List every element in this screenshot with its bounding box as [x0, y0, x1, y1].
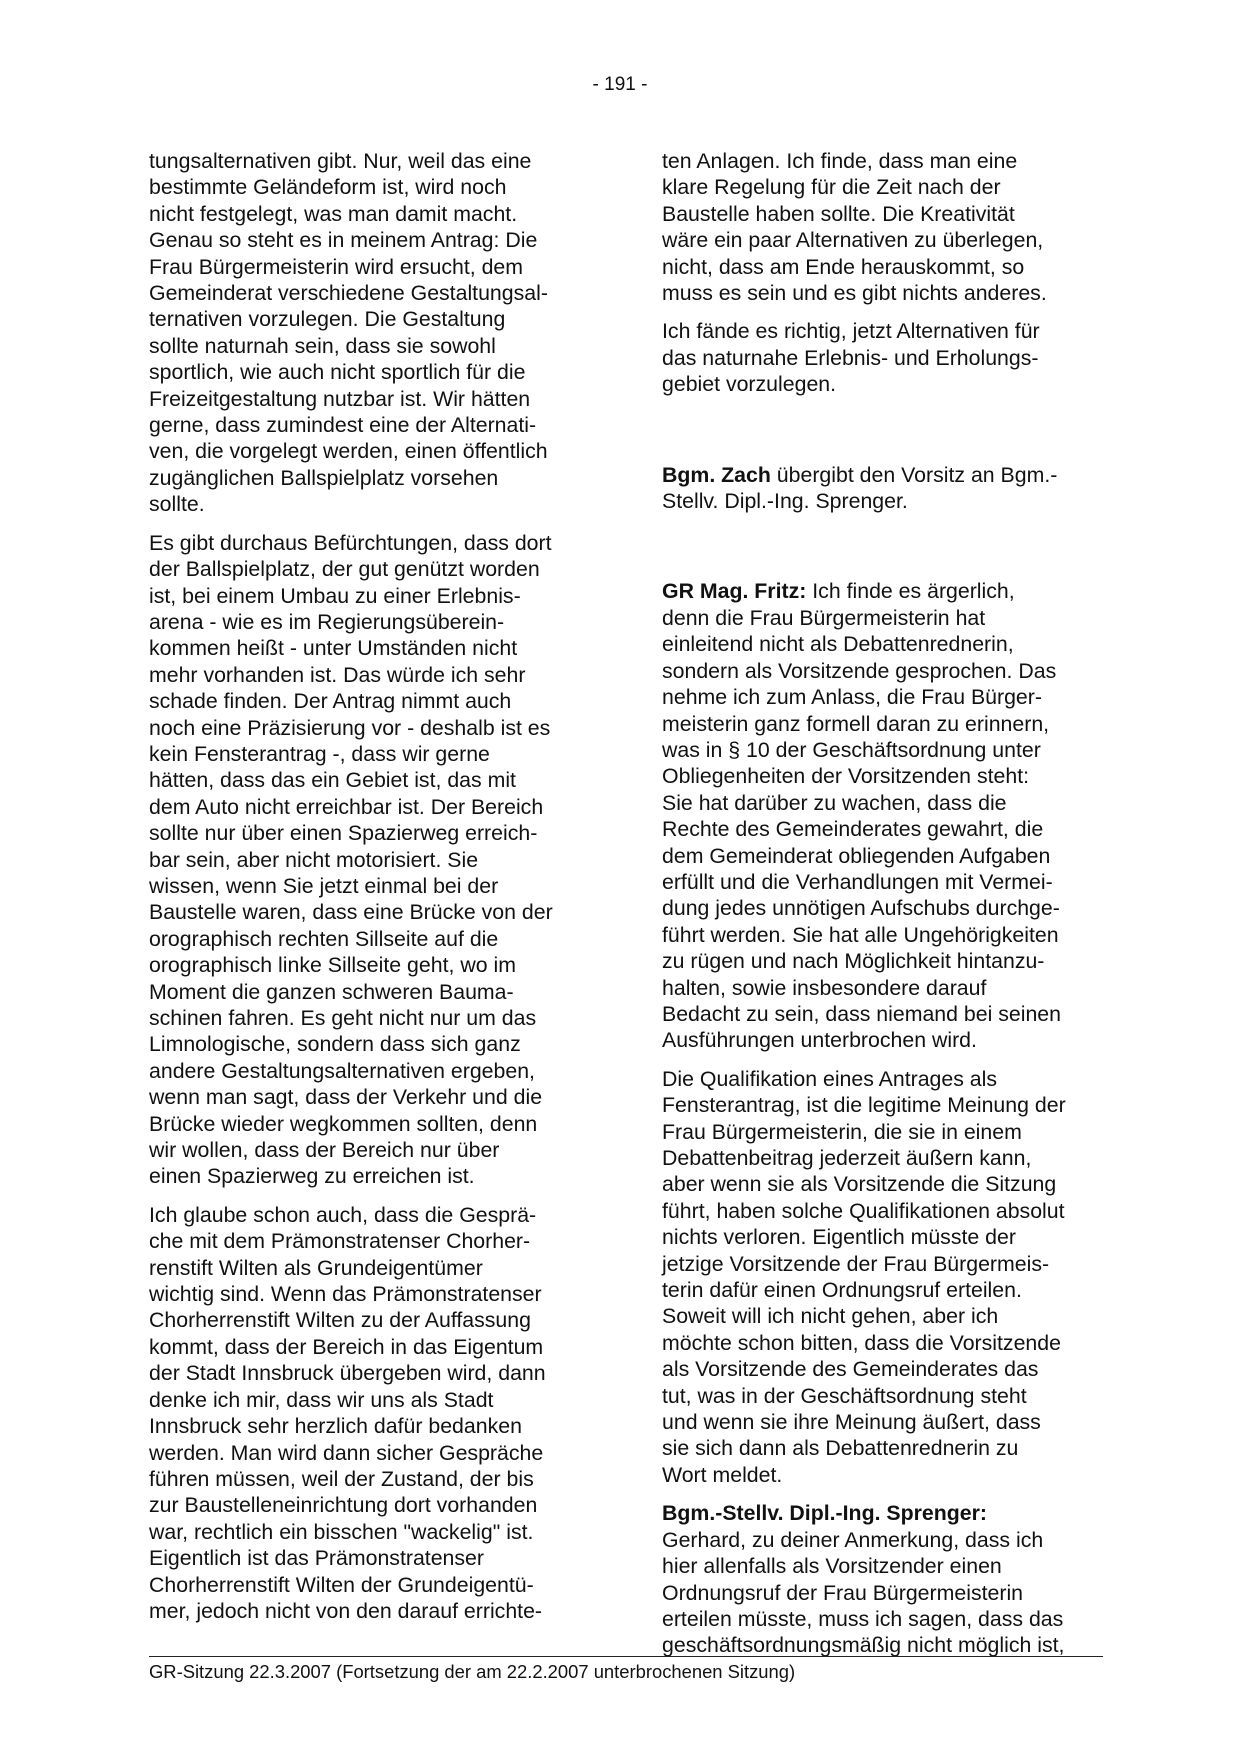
text-line: hier allenfalls als Vorsitzender einen: [662, 1554, 1002, 1579]
text-line: der Stadt Innsbruck übergeben wird, dann: [149, 1361, 546, 1386]
text-line: jetzige Vorsitzende der Frau Bürgermeis-: [662, 1251, 1050, 1276]
text-line: gerne, dass zumindest eine der Alternati-: [149, 413, 537, 438]
text-line: zu rügen und nach Möglichkeit hintanzu-: [662, 949, 1045, 974]
text-line: nichts verloren. Eigentlich müsste der: [662, 1225, 1016, 1250]
text-line: kommt, dass der Bereich in das Eigentum: [149, 1334, 544, 1359]
text-line: sportlich, wie auch nicht sportlich für die: [149, 360, 526, 385]
paragraph-left-3: [149, 1202, 597, 1625]
text-line: wir wollen, dass der Bereich nur über: [149, 1138, 500, 1163]
text-line: Wort meldet.: [662, 1462, 783, 1487]
text-line: halten, sowie insbesondere darauf: [662, 975, 987, 1000]
text-line: Es gibt durchaus Befürchtungen, dass dort: [149, 530, 552, 555]
text-line: dem Gemeinderat obliegenden Aufgaben: [662, 843, 1051, 868]
text-line: klare Regelung für die Zeit nach der: [662, 175, 1001, 200]
text-line: meisterin ganz formell daran zu erinnern,: [662, 711, 1050, 736]
text-line: wenn man sagt, dass der Verkehr und die: [149, 1085, 543, 1110]
text-line: Soweit will ich nicht gehen, aber ich: [662, 1304, 999, 1329]
text-line: war, rechtlich ein bisschen "wackelig" ist.: [149, 1519, 534, 1544]
text-line: das naturnahe Erlebnis- und Erholungs-: [662, 345, 1039, 370]
text-line: tungsalternativen gibt. Nur, weil das eine: [149, 149, 532, 173]
text-line: zugänglichen Ballspielplatz vorsehen: [149, 465, 499, 490]
paragraph-fritz: GR Mag. Fritz: Ich finde es ärgerlich, denn die Frau Bürgermeisterin hat einleitend nicht als Debattenrednerin, sondern als Vorsitzende gesprochen. Das nehme ich zum Anlass, die Frau Bürger- meisterin ganz formell daran zu erinnern, was in § 10 der Geschäftsordnung unter Obliegenheiten der Vorsitzenden steht: Sie hat darüber zu wachen, dass die Rechte des Gemeinderates gewahrt, die dem Gemeinderat obliegenden Aufgaben erfüllt und die Verhandlungen mit Vermei- dung jedes unnötigen Aufschubs durchge- führt werden. Sie hat alle Ungehörigkeiten zu rügen und nach Möglichkeit hintanzu- halten, sowie insbesondere darauf Bedacht zu sein, dass niemand bei seinen Ausführungen unterbrochen wird.: [662, 578, 1112, 1053]
text-line: Limnologische, sondern dass sich ganz: [149, 1032, 521, 1057]
speaker-name: Bgm. Zach: [662, 462, 771, 487]
text-line: sie sich dann als Debattenrednerin zu: [662, 1436, 1019, 1461]
text-line: führen müssen, weil der Zustand, der bis: [149, 1466, 534, 1491]
text-line: führt, haben solche Qualifikationen absolut: [662, 1198, 1065, 1223]
text-line: und wenn sie ihre Meinung äußert, dass: [662, 1410, 1041, 1435]
text-line: Rechte des Gemeinderates gewahrt, die: [662, 817, 1044, 842]
text-line: dem Auto nicht erreichbar ist. Der Bereich: [149, 794, 544, 819]
text-line: Debattenbeitrag jederzeit äußern kann,: [662, 1146, 1032, 1170]
text-line: sondern als Vorsitzende gesprochen. Das: [662, 658, 1057, 683]
text-line: orographisch rechten Sillseite auf die: [149, 926, 499, 951]
text-line: orographisch linke Sillseite geht, wo im: [149, 953, 516, 978]
text-line: dung jedes unnötigen Aufschubs durchge-: [662, 896, 1060, 921]
text-line: erteilen müsste, muss ich sagen, dass das: [662, 1606, 1064, 1631]
text-line: Ich glaube schon auch, dass die Gesprä-: [149, 1202, 537, 1227]
text-line: Gemeinderat verschiedene Gestaltungsal-: [149, 281, 548, 306]
paragraph-right-1: [662, 148, 1112, 306]
text-line: Baustelle waren, dass eine Brücke von der: [149, 900, 553, 925]
text-line: Bedacht zu sein, dass niemand bei seinen: [662, 1001, 1061, 1026]
text-line: sollte nur über einen Spazierweg erreich-: [149, 821, 538, 846]
text-line: Frau Bürgermeisterin wird ersucht, dem: [149, 254, 524, 279]
text-line: terin dafür einen Ordnungsruf erteilen.: [662, 1278, 1022, 1303]
text-line: ten Anlagen. Ich finde, dass man eine: [662, 149, 1018, 173]
text-line: der Ballspielplatz, der gut genützt worden: [149, 557, 540, 582]
text-line: muss es sein und es gibt nichts anderes.: [662, 281, 1047, 306]
right-column: [662, 148, 1112, 1659]
text-line: renstift Wilten als Grundeigentümer: [149, 1255, 483, 1280]
text-line: hätten, dass das ein Gebiet ist, das mit: [149, 768, 516, 793]
text-line: wissen, wenn Sie jetzt einmal bei der: [149, 873, 499, 898]
speaker-name: Bgm.-Stellv. Dipl.-Ing. Sprenger:: [662, 1501, 987, 1526]
text-line: tut, was in der Geschäftsordnung steht: [662, 1383, 1027, 1408]
text-line: einen Spazierweg zu erreichen ist.: [149, 1164, 475, 1189]
text-line: geschäftsordnungsmäßig nicht möglich ist,: [662, 1633, 1065, 1658]
text-line: gebiet vorzulegen.: [662, 372, 837, 397]
footer: GR-Sitzung 22.3.2007 (Fortsetzung der am 22.2.2007 unterbrochenen Sitzung): [149, 1661, 796, 1682]
text-line: nehme ich zum Anlass, die Frau Bürger-: [662, 685, 1042, 710]
text-line: bestimmte Geländeform ist, wird noch: [149, 175, 507, 200]
text-line: Innsbruck sehr herzlich dafür bedanken: [149, 1414, 522, 1439]
text-line: führt werden. Sie hat alle Ungehörigkeiten: [662, 922, 1059, 947]
text-line: wichtig sind. Wenn das Prämonstratenser: [149, 1282, 542, 1307]
text-line: zur Baustelleneinrichtung dort vorhanden: [149, 1493, 538, 1518]
text-line: mer, jedoch nicht von den darauf errichte-: [149, 1598, 543, 1623]
text-line: erfüllt und die Verhandlungen mit Vermei-: [662, 869, 1053, 894]
text-line: Fensterantrag, ist die legitime Meinung der: [662, 1093, 1066, 1118]
page-number: - 191 -: [592, 74, 648, 95]
left-column: [149, 148, 597, 1624]
text-line: aber wenn sie als Vorsitzende die Sitzung: [662, 1172, 1057, 1197]
text-line: Sie hat darüber zu wachen, dass die: [662, 790, 1007, 815]
text-line: Freizeitgestaltung nutzbar ist. Wir hätten: [149, 386, 531, 411]
footer-divider: [149, 1656, 1103, 1657]
text-line: Eigentlich ist das Prämonstratenser: [149, 1546, 484, 1571]
text-line: ternativen vorzulegen. Die Gestaltung: [149, 307, 506, 332]
text-line: werden. Man wird dann sicher Gespräche: [149, 1440, 544, 1465]
text-line: denn die Frau Bürgermeisterin hat: [662, 605, 986, 630]
text-line: Moment die ganzen schweren Bauma-: [149, 979, 514, 1004]
text-line: noch eine Präzisierung vor - deshalb ist es: [149, 715, 551, 740]
text-line: Frau Bürgermeisterin, die sie in einem: [662, 1119, 1022, 1144]
speaker-name: GR Mag. Fritz:: [662, 579, 807, 604]
text-line: Genau so steht es in meinem Antrag: Die: [149, 228, 538, 253]
text-line: Brücke wieder wegkommen sollten, denn: [149, 1111, 538, 1136]
text-line: schinen fahren. Es geht nicht nur um das: [149, 1006, 537, 1030]
text-line: che mit dem Prämonstratenser Chorher-: [149, 1229, 531, 1254]
text-line: Ausführungen unterbrochen wird.: [662, 1028, 977, 1053]
paragraph-right-2: [662, 318, 1112, 397]
text-line: kein Fensterantrag -, dass wir gerne: [149, 741, 490, 766]
text-line: nicht, dass am Ende herauskommt, so: [662, 254, 1025, 279]
text-line: Ordnungsruf der Frau Bürgermeisterin: [662, 1580, 1024, 1605]
paragraph-left-2: [149, 530, 597, 1190]
text-line: wäre ein paar Alternativen zu überlegen,: [662, 228, 1044, 253]
text-line: denke ich mir, dass wir uns als Stadt: [149, 1387, 494, 1412]
text-line: kommen heißt - unter Umständen nicht: [149, 636, 518, 661]
text-line: Baustelle haben sollte. Die Kreativität: [662, 201, 1015, 226]
paragraph-right-5: [662, 1066, 1112, 1489]
text-line: andere Gestaltungsalternativen ergeben,: [149, 1058, 535, 1083]
text-line: Stellv. Dipl.-Ing. Sprenger.: [662, 489, 908, 514]
text-line: sollte.: [149, 492, 205, 517]
text-line: sollte naturnah sein, dass sie sowohl: [149, 333, 496, 358]
paragraph-left-1: [149, 148, 597, 518]
paragraph-sprenger: [662, 1500, 1112, 1658]
text-line: Ich fände es richtig, jetzt Alternativen für: [662, 319, 1040, 344]
text-line: einleitend nicht als Debattenrednerin,: [662, 632, 1014, 657]
text-line: ist, bei einem Umbau zu einer Erlebnis-: [149, 583, 521, 608]
paragraph-zach: Bgm. Zach übergibt den Vorsitz an Bgm.- Stellv. Dipl.-Ing. Sprenger.: [662, 462, 1112, 515]
text-line: arena - wie es im Regierungsüberein-: [149, 609, 505, 634]
text-line: ven, die vorgelegt werden, einen öffentlich: [149, 439, 548, 464]
text-line: schade finden. Der Antrag nimmt auch: [149, 689, 512, 714]
text-line: Die Qualifikation eines Antrages als: [662, 1066, 998, 1091]
text-line: nicht festgelegt, was man damit macht.: [149, 201, 518, 226]
text-line: als Vorsitzende des Gemeinderates das: [662, 1357, 1039, 1382]
text-line: mehr vorhanden ist. Das würde ich sehr: [149, 662, 526, 687]
text-line: Chorherrenstift Wilten der Grundeigentü-: [149, 1572, 534, 1597]
text-line: möchte schon bitten, dass die Vorsitzende: [662, 1330, 1061, 1355]
text-line: Chorherrenstift Wilten zu der Auffassung: [149, 1308, 531, 1333]
text-line: bar sein, aber nicht motorisiert. Sie: [149, 847, 479, 872]
text-line: Gerhard, zu deiner Anmerkung, dass ich: [662, 1527, 1044, 1552]
text-line: was in § 10 der Geschäftsordnung unter: [662, 737, 1041, 762]
text-line: Obliegenheiten der Vorsitzenden steht:: [662, 764, 1030, 789]
